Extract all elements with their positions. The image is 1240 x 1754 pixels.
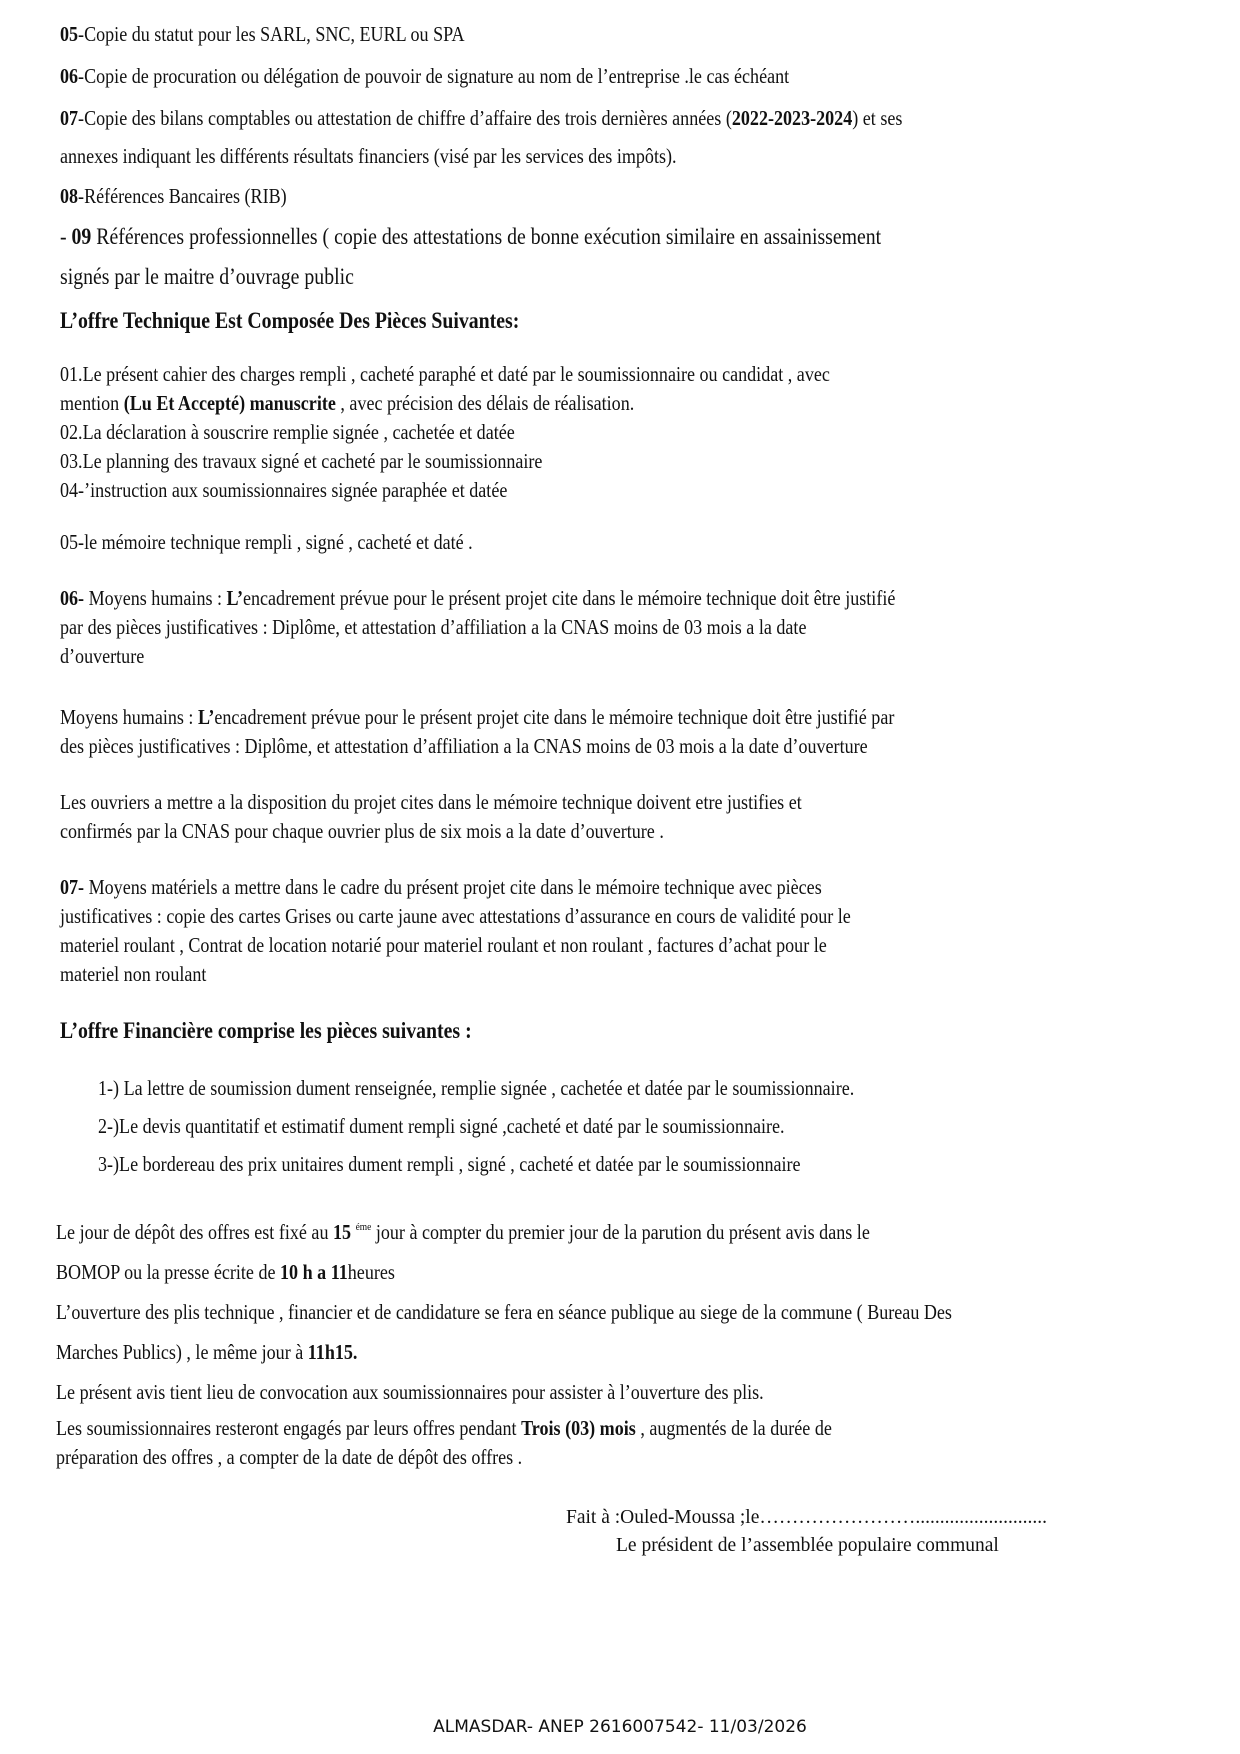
- convocation: Le présent avis tient lieu de convocation aux soumissionnaires pour assister à l’ouverture des plis.: [56, 1380, 764, 1404]
- item-number: 08: [60, 184, 79, 208]
- item-05: [60, 22, 530, 47]
- ouvriers-line2: confirmés par la CNAS pour chaque ouvrier plus de six mois a la date d’ouverture .: [60, 819, 664, 843]
- item-text: signés par le maitre d’ouvrage public: [60, 264, 354, 289]
- item-text: -Références Bancaires (RIB): [78, 184, 287, 208]
- tech-item-05: 05-le mémoire technique rempli , signé , cacheté et daté .: [60, 530, 473, 554]
- item-number: 06: [60, 64, 79, 88]
- lu-et-accepte: (Lu Et Accepté) manuscrite: [123, 391, 336, 415]
- depot-offres-line2: BOMOP ou la presse écrite de 10 h a 11heures: [56, 1260, 395, 1284]
- financial-item-2: 2-)Le devis quantitatif et estimatif dument rempli signé ,cacheté et daté par le soumissionnaire.: [98, 1114, 785, 1138]
- item-text: annexes indiquant les différents résultats financiers (visé par les services des impôts).: [60, 144, 677, 168]
- item-text: -Copie de procuration ou délégation de pouvoir de signature au nom de l’entreprise .le cas échéant: [78, 64, 790, 88]
- tech-item-02: 02.La déclaration à souscrire remplie signée , cachetée et datée: [60, 420, 515, 444]
- item-09-continued: [60, 264, 402, 290]
- publication-reference: ALMASDAR- ANEP 2616007542- 11/03/2026: [433, 1717, 807, 1737]
- financial-offer-heading: L’offre Financière comprise les pièces suivantes :: [60, 1018, 472, 1043]
- tech-item-07-line2: justificatives : copie des cartes Grises ou carte jaune avec attestations d’assurance en cours de validité pour le: [60, 904, 851, 928]
- ouverture-plis-line2: Marches Publics) , le même jour à 11h15.: [56, 1340, 358, 1364]
- item-number: 05: [60, 22, 79, 46]
- signature-title: Le président de l’assemblée populaire communal: [616, 1535, 999, 1556]
- technical-offer-heading: L’offre Technique Est Composée Des Pièces Suivantes:: [60, 308, 520, 333]
- financial-item-1: 1-) La lettre de soumission dument renseignée, remplie signée , cachetée et datée par le soumissionnaire.: [98, 1076, 855, 1100]
- tech-item-07-line4: materiel non roulant: [60, 962, 207, 986]
- item-text: ) et ses: [852, 106, 903, 130]
- tech-item-06-line3: d’ouverture: [60, 644, 145, 668]
- item-prefix: -: [60, 224, 72, 249]
- depot-offres: Le jour de dépôt des offres est fixé au 15 $^{éme}$ jour à compter du premier jour de la parution du présent avis dans le: [56, 1220, 870, 1244]
- tech-item-06: 06- Moyens humains : L’encadrement prévue pour le présent projet cite dans le mémoire technique doit être justifié: [60, 586, 896, 610]
- item-number: 07: [60, 106, 79, 130]
- item-text: -Copie du statut pour les SARL, SNC, EURL ou SPA: [78, 22, 465, 46]
- signature-place: Fait à :Ouled-Moussa ;le……………………...........................: [566, 1507, 1047, 1528]
- tech-item-01: 01.Le présent cahier des charges rempli , cacheté paraphé et daté par le soumissionnaire ou candidat , avec: [60, 362, 830, 386]
- item-07-continued: [60, 144, 777, 169]
- tech-item-04: 04-’instruction aux soumissionnaires signée paraphée et datée: [60, 478, 508, 502]
- item-years: 2022-2023-2024: [731, 106, 853, 130]
- ouverture-plis: L’ouverture des plis technique , financier et de candidature se fera en séance publique au siege de la commune ( Bureau Des: [56, 1300, 952, 1324]
- moyens-humains-line2: des pièces justificatives : Diplôme, et attestation d’affiliation a la CNAS moins de 03 mois a la date d’ouverture: [60, 734, 868, 758]
- tech-item-06-line2: par des pièces justificatives : Diplôme, et attestation d’affiliation a la CNAS moins de 03 mois a la date: [60, 615, 807, 639]
- tech-item-01-continued: mention (Lu Et Accepté) manuscrite , avec précision des délais de réalisation.: [60, 391, 635, 415]
- item-06: [60, 64, 908, 89]
- item-number: 09: [71, 224, 92, 249]
- ouvriers: Les ouvriers a mettre a la disposition du projet cites dans le mémoire technique doivent etre justifies et: [60, 790, 802, 814]
- financial-item-3: 3-)Le bordereau des prix unitaires dument rempli , signé , cacheté et datée par le soumissionnaire: [98, 1152, 801, 1176]
- item-08: [60, 184, 324, 209]
- engagement: Les soumissionnaires resteront engagés par leurs offres pendant Trois (03) mois , augmentés de la durée de: [56, 1416, 832, 1440]
- item-09: [60, 224, 1015, 250]
- item-text: -Copie des bilans comptables ou attestation de chiffre d’affaire des trois dernières années (: [78, 106, 732, 130]
- tech-item-07-line3: materiel roulant , Contrat de location notarié pour materiel roulant et non roulant , factures d’achat pour le: [60, 933, 827, 957]
- moyens-humains: Moyens humains : L’encadrement prévue pour le présent projet cite dans le mémoire technique doit être justifié par: [60, 705, 895, 729]
- item-07: [60, 106, 1040, 131]
- item-text: Références professionnelles ( copie des attestations de bonne exécution similaire en assainissement: [91, 224, 882, 249]
- tech-item-07: 07- Moyens matériels a mettre dans le cadre du présent projet cite dans le mémoire technique avec pièces: [60, 875, 822, 899]
- tech-item-03: 03.Le planning des travaux signé et cacheté par le soumissionnaire: [60, 449, 543, 473]
- engagement-line2: préparation des offres , a compter de la date de dépôt des offres .: [56, 1445, 523, 1469]
